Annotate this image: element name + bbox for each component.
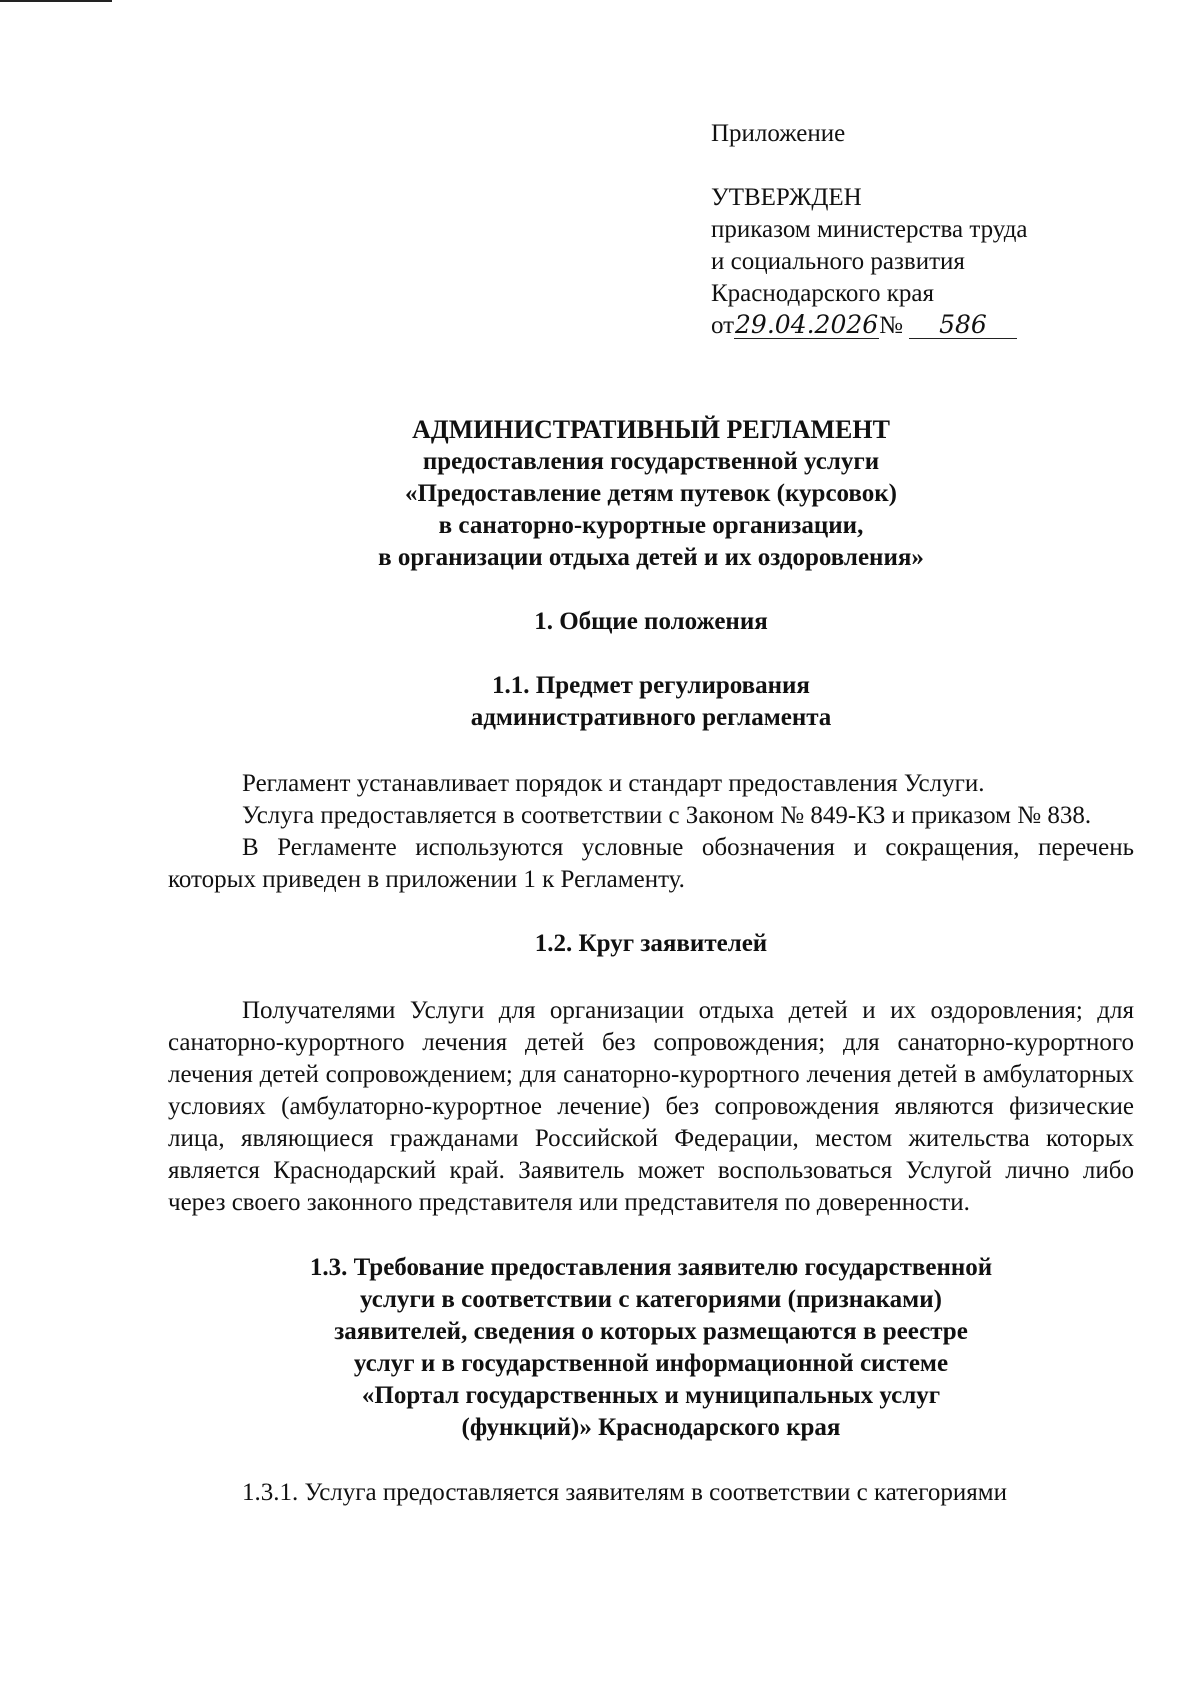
section-1-3-heading-line-6: (функций)» Краснодарского края <box>461 1414 841 1441</box>
section-1-1-body <box>168 768 1134 896</box>
appendix-label: Приложение <box>711 120 846 147</box>
section-1-1-heading-line-2: административного регламента <box>470 704 832 731</box>
title-line-2: предоставления государственной услуги <box>422 448 880 475</box>
document-title <box>168 414 1134 574</box>
section-1-1-para-1: Регламент устанавливает порядок и стандарт предоставления Услуги. <box>242 770 985 797</box>
approval-line-3: Краснодарского края <box>711 280 934 307</box>
approval-line-2: и социального развития <box>711 248 965 275</box>
section-1-3-heading-line-3: заявителей, сведения о которых размещаются в реестре <box>334 1318 968 1345</box>
section-1-3-heading <box>168 1252 1134 1444</box>
approval-stamp-block <box>711 118 1131 342</box>
section-1-3-heading-line-2: услуги в соответствии с категориями (признаками) <box>360 1286 942 1313</box>
title-line-1: АДМИНИСТРАТИВНЫЙ РЕГЛАМЕНТ <box>412 415 890 444</box>
section-1-1-heading-line-1: 1.1. Предмет регулирования <box>492 672 810 699</box>
section-1-3-heading-line-1: 1.3. Требование предоставления заявителю государственной <box>309 1254 993 1281</box>
scan-edge-mark <box>0 0 112 2</box>
section-1-3-heading-line-5: «Портал государственных и муниципальных услуг <box>361 1382 941 1409</box>
section-1-heading: 1. Общие положения <box>534 608 768 635</box>
handwritten-number: 586 <box>909 312 1017 339</box>
handwritten-date: 29.04.2026 <box>735 310 879 339</box>
number-prefix: № <box>879 312 903 339</box>
section-1-3-para-1: 1.3.1. Услуга предоставляется заявителям в соответствии с категориями <box>242 1479 1007 1506</box>
order-date-number-line <box>711 310 1131 342</box>
date-prefix: от <box>711 312 735 339</box>
title-line-3: «Предоставление детям путевок (курсовок) <box>405 480 897 507</box>
section-1-1-para-3: В Регламенте используются условные обозначения и сокращения, перечень которых приведен в приложении 1 к Регламенту. <box>168 834 1134 893</box>
section-1-2-para-1: Получателями Услуги для организации отдыха детей и их оздоровления; для санаторно-курортного лечения детей без сопровождения; для санаторно-курортного лечения детей сопровождением; для санаторно-курортного лечения детей в амбулаторных условиях (амбулаторно-курортное лечение) без сопровождения являются физические лица, являющиеся гражданами Российской Федерации, местом жительства которых является Краснодарский край. Заявитель может воспользоваться Услугой лично либо через своего законного представителя или представителя по доверенности. <box>168 997 1134 1216</box>
document-body <box>168 414 1134 1509</box>
approved-label: УТВЕРЖДЕН <box>711 184 862 211</box>
section-1-1-para-2: Услуга предоставляется в соответствии с Законом № 849-КЗ и приказом № 838. <box>242 802 1092 829</box>
title-line-5: в организации отдыха детей и их оздоровления» <box>378 544 924 571</box>
section-1-3-heading-line-4: услуг и в государственной информационной системе <box>353 1350 949 1377</box>
title-line-4: в санаторно-курортные организации, <box>438 512 864 539</box>
section-1-1-heading <box>168 670 1134 734</box>
approval-line-1: приказом министерства труда <box>711 216 1028 243</box>
section-1-2-heading: 1.2. Круг заявителей <box>534 930 768 957</box>
